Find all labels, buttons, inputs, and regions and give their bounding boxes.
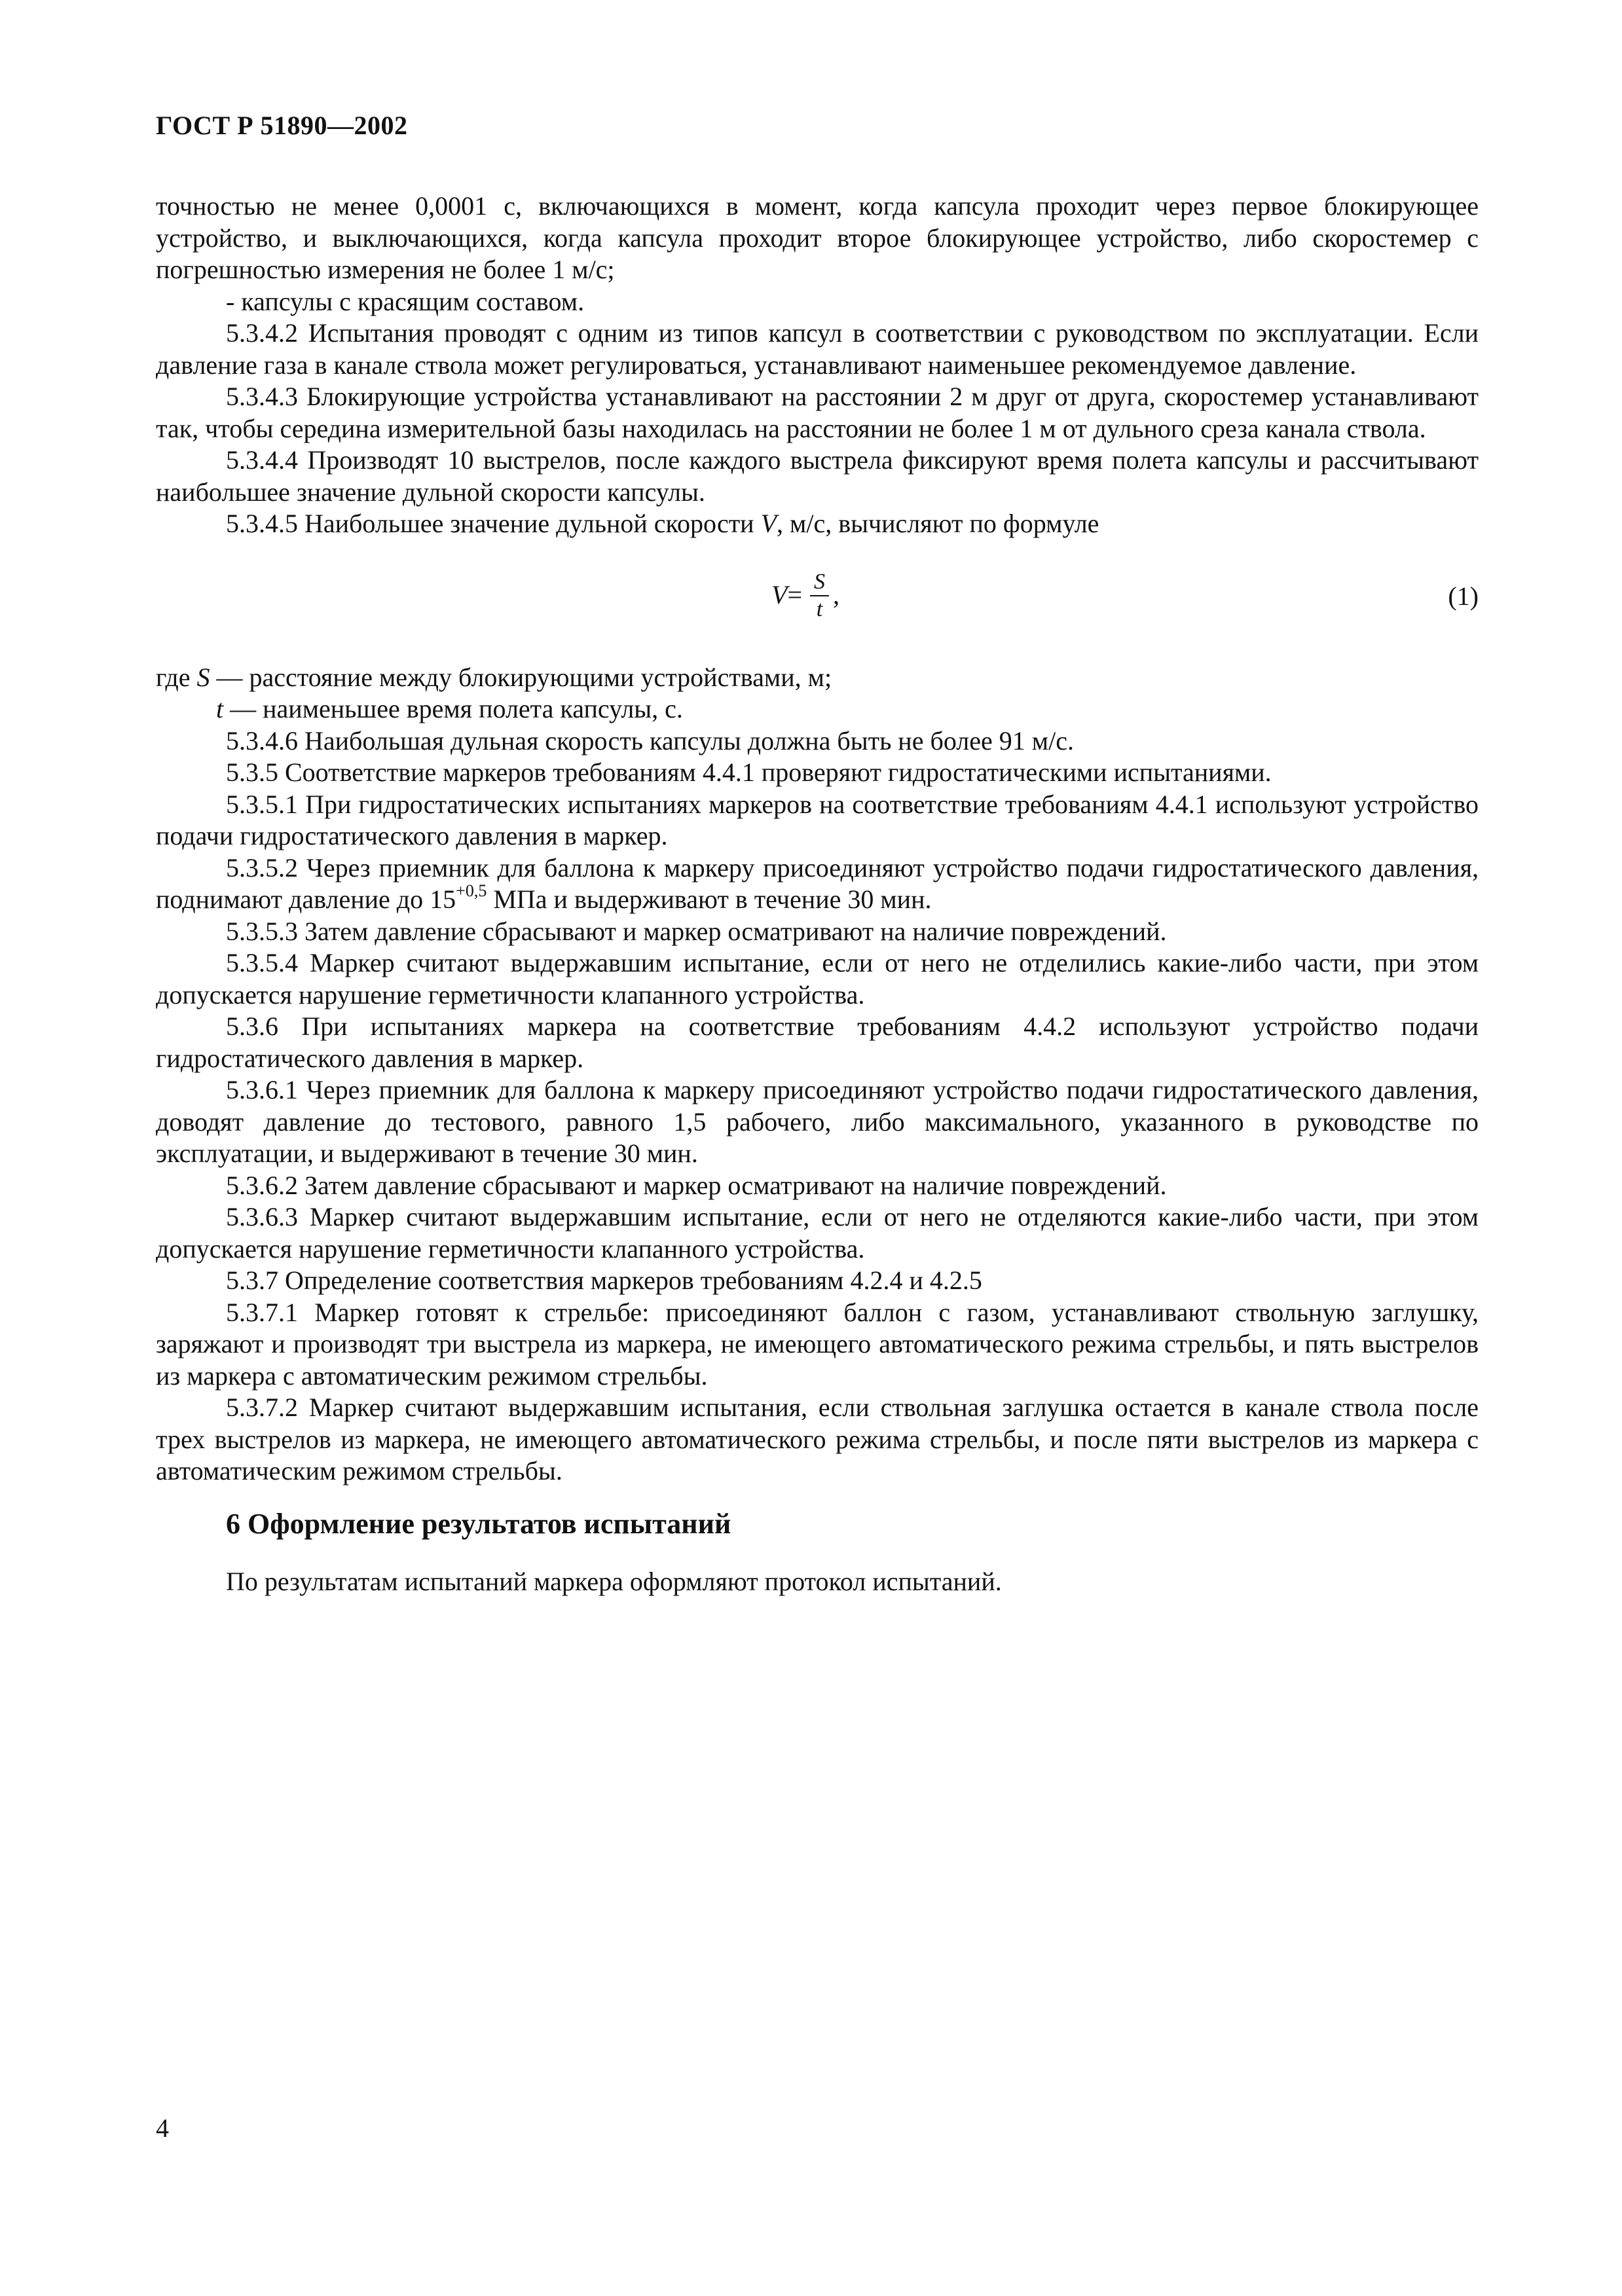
formula [771,569,839,623]
variable-v: V [760,509,777,538]
document-header: ГОСТ Р 51890—2002 [156,111,408,140]
variable-s: S [196,662,210,692]
where-text: где [156,662,197,692]
paragraph-5-3-6-1: 5.3.6.1 Через приемник для баллона к маркеру присоединяют устройство подачи гидростатического давления, доводят давление до тестового, равного 1,5 рабочего, либо максимального, указанного в руководстве по эксплуатации, и выдерживают в течение 30 мин. [156,1075,1479,1168]
section-6-heading: 6 Оформление результатов испытаний [226,1507,731,1540]
paragraph-5-3-5-4: 5.3.5.4 Маркер считают выдержавшим испытание, если от него не отделились какие-либо части, при этом допускается нарушение герметичности клапанного устройства. [156,948,1479,1010]
paragraph-text: 5.3.4.5 Наибольшее значение дульной скорости [226,509,761,538]
where-line-t [156,693,1479,725]
paragraph-text: , м/с, вычисляют по формуле [777,509,1099,538]
formula-denominator: t [816,596,823,621]
paragraph-5-3-5: 5.3.5 Соответствие маркеров требованиям 4.4.1 проверяют гидростатическими испытаниями. [226,757,1272,787]
formula-fraction [810,569,829,623]
formula-comma: , [833,580,839,610]
paragraph-5-3-7: 5.3.7 Определение соответствия маркеров требованиям 4.2.4 и 4.2.5 [226,1266,982,1295]
list-item-capsules: - капсулы с красящим составом. [226,286,585,316]
formula-number: (1) [1448,581,1479,611]
where-text: — расстояние между блокирующими устройствами, м; [210,662,832,692]
section-6-text: По результатам испытаний маркера оформляют протокол испытаний. [226,1567,1002,1596]
variable-t: t [216,694,224,723]
document-body [156,191,1479,1598]
superscript-tolerance: +0,5 [456,881,487,900]
paragraph-text: 5.3.5.2 Через приемник для баллона к маркеру присоединяют устройство подачи гидростатического давления, поднимают давление до 15 [156,852,1479,914]
paragraph-5-3-4-4: 5.3.4.4 Производят 10 выстрелов, после каждого выстрела фиксируют время полета капсулы и рассчитывают наибольшее значение дульной скорости капсулы. [156,445,1479,507]
formula-equals: = [787,580,802,610]
paragraph-5-3-7-2: 5.3.7.2 Маркер считают выдержавшим испытания, если ствольная заглушка остается в канале ствола после трех выстрелов из маркера, не имеющего автоматического режима стрельбы, и после пяти выстрелов из маркера с автоматическим режимом стрельбы. [156,1393,1479,1485]
paragraph-5-3-7-1: 5.3.7.1 Маркер готовят к стрельбе: присоединяют баллон с газом, устанавливают ствольную заглушку, заряжают и производят три выстрела из маркера, не имеющего автоматического режима стрельбы, и пять выстрелов из маркера с автоматическим режимом стрельбы. [156,1297,1479,1391]
where-line-s [156,662,1479,694]
formula-numerator: S [810,569,829,596]
paragraph-5-3-6-2: 5.3.6.2 Затем давление сбрасывают и маркер осматривают на наличие повреждений. [226,1170,1167,1200]
paragraph-5-3-6: 5.3.6 При испытаниях маркера на соответствие требованиям 4.4.2 используют устройство подачи гидростатического давления в маркер. [156,1011,1479,1073]
formula-block [156,556,1479,654]
paragraph-5-3-4-2: 5.3.4.2 Испытания проводят с одним из типов капсул в соответствии с руководством по эксплуатации. Если давление газа в канале ствола может регулироваться, устанавливают наименьшее рекомендуемое давление. [156,318,1479,380]
paragraph-5-3-5-3: 5.3.5.3 Затем давление сбрасывают и маркер осматривают на наличие повреждений. [226,916,1167,946]
paragraph-5-3-4-6: 5.3.4.6 Наибольшая дульная скорость капсулы должна быть не более 91 м/с. [226,725,1074,756]
paragraph-continuation: точностью не менее 0,0001 с, включающихся в момент, когда капсула проходит через первое блокирующее устройство, и выключающихся, когда капсула проходит второе блокирующее устройство, либо скоростемер с погрешностью измерения не более 1 м/с; [156,191,1479,284]
paragraph-5-3-4-5 [156,508,1479,540]
paragraph-5-3-6-3: 5.3.6.3 Маркер считают выдержавшим испытание, если от него не отделяются какие-либо части, при этом допускается нарушение герметичности клапанного устройства. [156,1202,1479,1264]
paragraph-5-3-5-2 [156,852,1479,916]
paragraph-5-3-5-1: 5.3.5.1 При гидростатических испытаниях маркеров на соответствие требованиям 4.4.1 используют устройство подачи гидростатического давления в маркер. [156,789,1479,850]
paragraph-5-3-4-3: 5.3.4.3 Блокирующие устройства устанавливают на расстоянии 2 м друг от друга, скоростемер устанавливают так, чтобы середина измерительной базы находилась на расстоянии не более 1 м от дульного среза канала ствола. [156,382,1479,443]
where-text: — наименьшее время полета капсулы, с. [223,694,683,723]
paragraph-text: МПа и выдерживают в течение 30 мин. [487,884,932,914]
formula-lhs: V [771,580,788,610]
page-number: 4 [156,2113,169,2143]
